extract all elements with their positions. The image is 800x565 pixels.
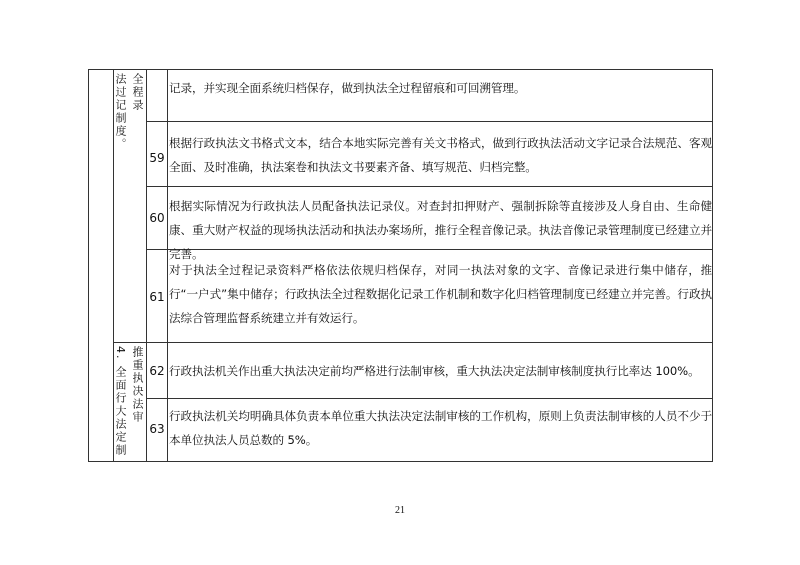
table-divider-2 [146,69,147,462]
table-divider-3 [167,69,168,462]
table-border-top [88,69,713,70]
page-number: 21 [395,505,405,516]
row-divider [146,121,713,122]
table-border-right [712,69,713,462]
group-divider [113,342,713,343]
row-text: 记录，并实现全面系统归档保存，做到执法全过程留痕和可回溯管理。 [169,81,526,95]
row-number: 61 [149,290,165,304]
row-number: 60 [149,211,165,225]
row-number: 62 [149,364,165,378]
row-text: 行政执法机关作出重大执法决定前均严格进行法制审核，重大执法决定法制审核制度执行比率达 100%。 [169,364,700,378]
row-text: 行政执法机关均明确具体负责本单位重大执法决定法制审核的工作机构，原则上负责法制审核的人员不少于本单位执法人员总数的 5%。 [169,409,712,447]
row-divider [146,398,713,399]
row-text: 根据实际情况为行政执法人员配备执法记录仪。对查封扣押财产、强制拆除等直接涉及人身自由、生命健康、重大财产权益的现场执法活动和执法办案场所，推行全程音像记录。执法音像记录管理制度已经建立并完善。 [169,199,712,261]
table-border-left [88,69,89,462]
row-number: 63 [149,422,165,436]
group1-category-a: 法过记制度。 [114,73,127,151]
row-divider [146,186,713,187]
row-text: 对于执法全过程记录资料严格依法依规归档保存，对同一执法对象的文字、音像记录进行集中储存，推行“一户式”集中储存；行政执法全过程数据化记录工作机制和数字化归档管理制度已经建立并完善。行政执法综合管理监督系统建立并有效运行。 [169,263,712,325]
table-border-bottom [88,461,713,462]
group2-category-b: 推重执决法审 [131,346,144,424]
row-text: 根据行政执法文书格式文本，结合本地实际完善有关文书格式，做到行政执法活动文字记录合法规范、客观全面、及时准确，执法案卷和执法文书要素齐备、填写规范、归档完整。 [169,136,712,174]
group2-category-a: 4. 全面行大法定制 [114,346,127,457]
row-number: 59 [149,151,165,165]
group1-category-b: 全程录 [131,73,144,112]
